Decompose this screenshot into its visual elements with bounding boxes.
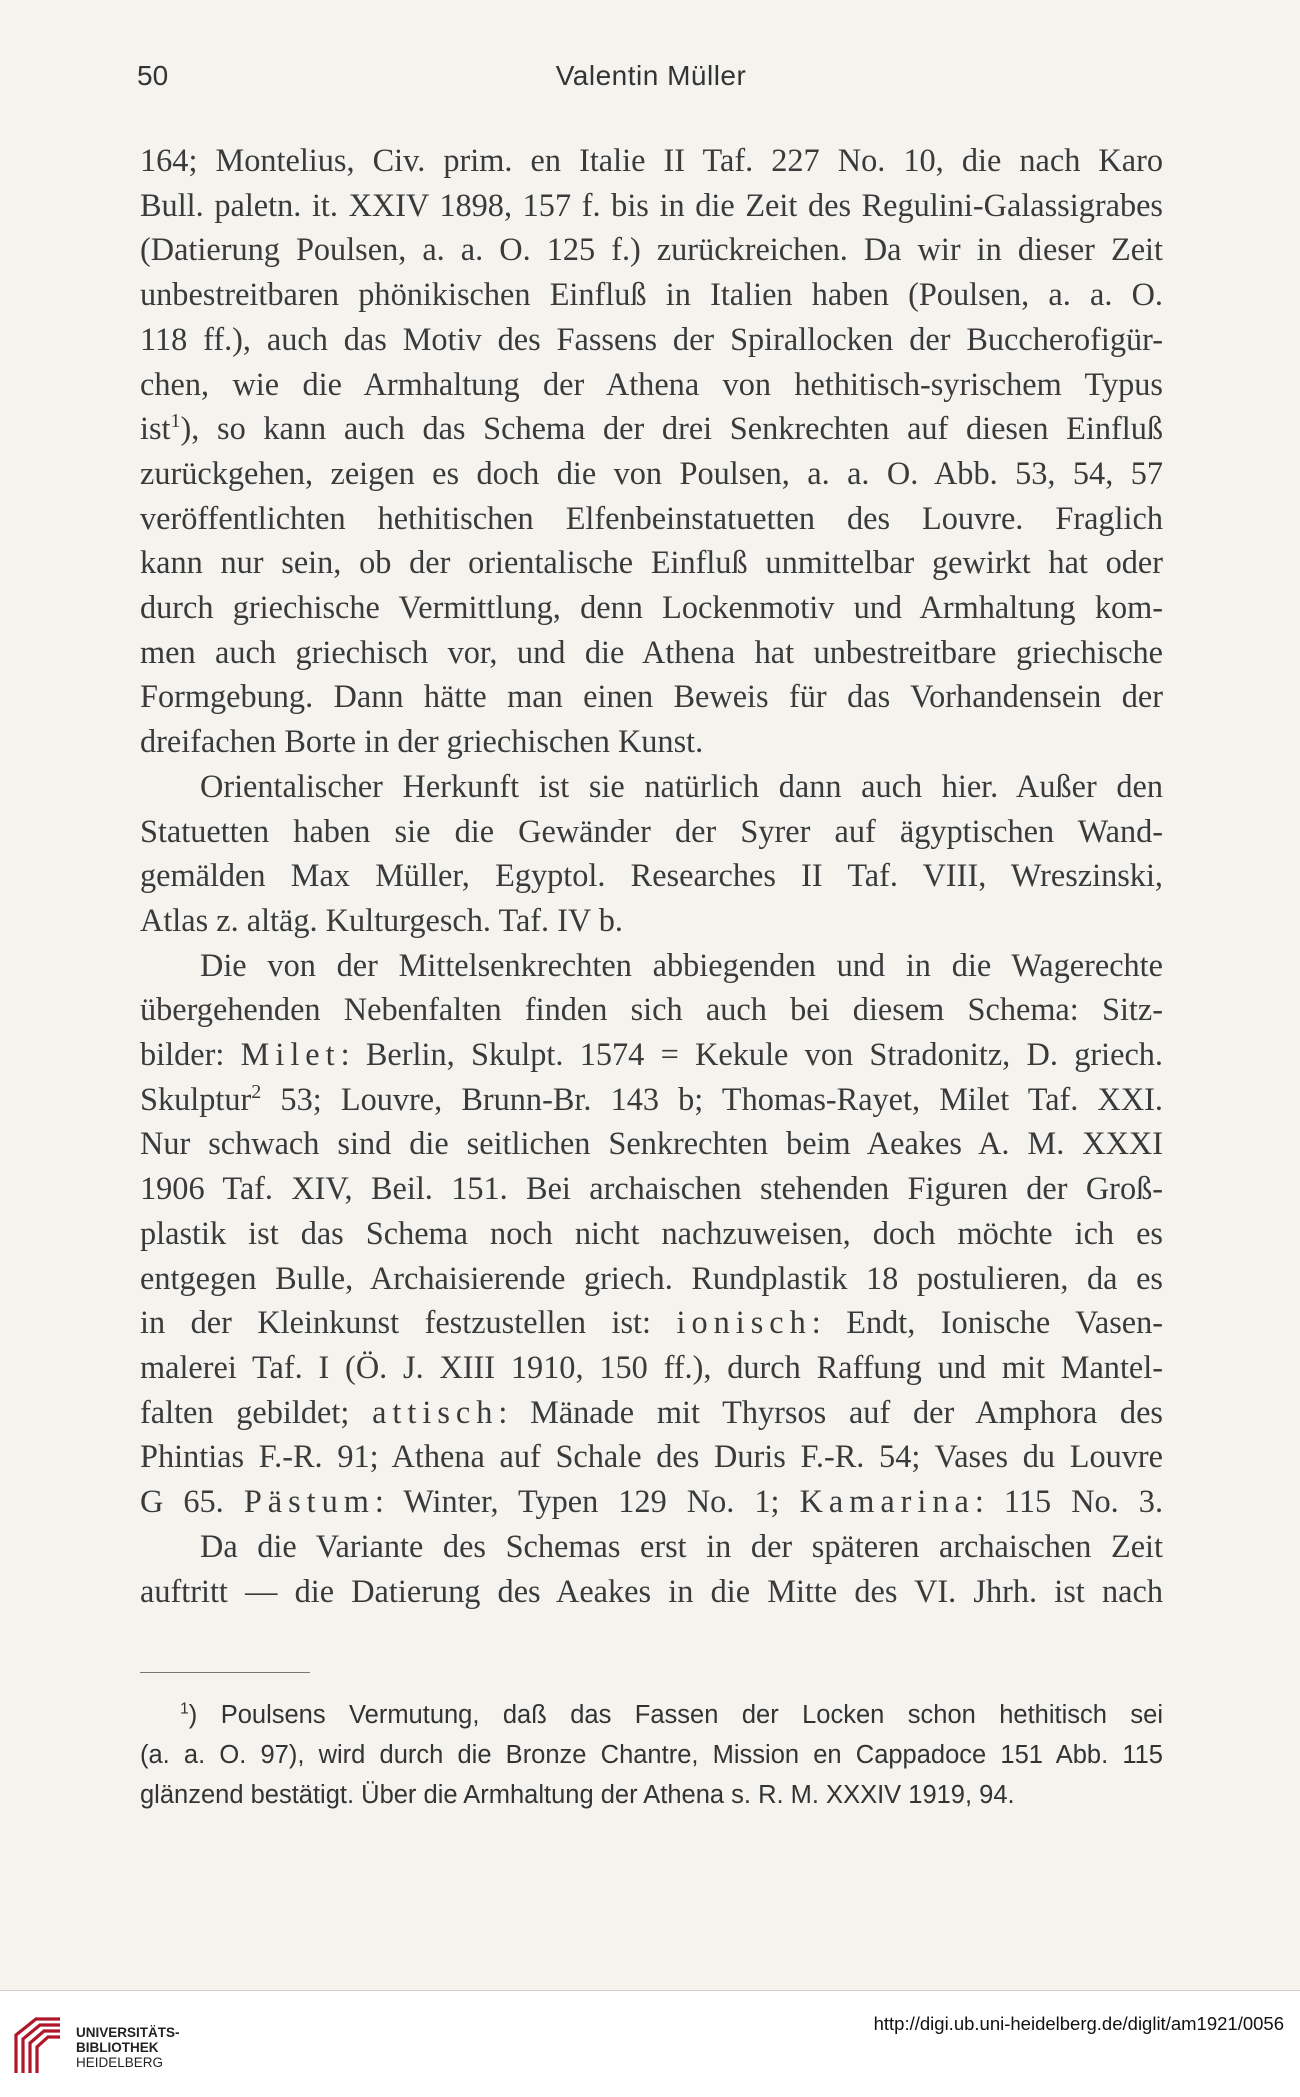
text-line: Statuetten haben sie die Gewänder der Syrer auf ägyptischen Wand- (140, 812, 1163, 849)
text-fragment: in der Kleinkunst festzustellen ist: (140, 1304, 651, 1341)
source-url-link[interactable]: http://digi.ub.uni-heidelberg.de/diglit/am1921/0056 (873, 2013, 1284, 2034)
superscript: 2 (251, 1081, 262, 1103)
text-fragment: ) Poulsens Vermutung, daß das Fassen der Locken schon hethitisch sei (188, 1701, 1163, 1729)
text-line: men auch griechisch vor, und die Athena hat unbestreitbare griechische (140, 633, 1163, 670)
text-line: Formgebung. Dann hätte man einen Beweis für das Vorhandensein der (140, 678, 1163, 715)
library-name[interactable] (76, 2025, 180, 2070)
text-fragment: ), (180, 410, 200, 447)
running-title: Valentin Müller (555, 60, 747, 91)
page-header (137, 56, 1165, 102)
text-fragment: 53; Louvre, Brunn-Br. 143 b; Thomas-Rayet, Milet Taf. XXI. (261, 1080, 1163, 1117)
text-line: Die von der Mittelsenkrechten abbiegenden und in die Wagerechte (200, 946, 1163, 983)
library-logo-icon[interactable] (10, 2013, 66, 2075)
text-fragment: G 65. (140, 1483, 224, 1520)
text-fragment: falten gebildet; (140, 1393, 350, 1430)
footnote-ref: 1 (170, 410, 181, 433)
text-line: kann nur sein, ob der orientalische Einfluß unmittelbar gewirkt hat oder (140, 544, 1163, 581)
spaced-text: Kamarina (799, 1483, 975, 1520)
text-line: Phintias F.-R. 91; Athena auf Schale des Duris F.-R. 54; Vases du Louvre (140, 1438, 1163, 1475)
text-fragment: ist (140, 410, 171, 447)
text-line: unbestreitbaren phönikischen Einfluß in Italien haben (Poulsen, a. a. O. (140, 276, 1163, 313)
text-line: 1906 Taf. XIV, Beil. 151. Bei archaischen stehenden Figuren der Groß- (140, 1170, 1163, 1207)
spaced-text: attisch (372, 1393, 499, 1430)
text-line (140, 1390, 1163, 1435)
spaced-text: Pästum (243, 1483, 375, 1520)
page-number: 50 (137, 60, 169, 91)
text-fragment: : Winter, Typen 129 No. 1; (374, 1483, 780, 1520)
footnote-divider (140, 1672, 310, 1673)
footnote-line: (a. a. O. 97), wird durch die Bronze Chantre, Mission en Cappadoce 151 Abb. 115 (140, 1741, 1163, 1769)
footnotes (140, 1695, 1163, 1815)
paragraph-3 (140, 943, 1163, 1524)
text-line: Da die Variante des Schemas erst in der späteren archaischen Zeit (200, 1527, 1163, 1564)
text-line: zurückgehen, zeigen es doch die von Poulsen, a. a. O. Abb. 53, 54, 57 (140, 454, 1163, 491)
footnote-line: glänzend bestätigt. Über die Armhaltung der Athena s. R. M. XXXIV 1919, 94. (140, 1781, 1015, 1809)
text-line: durch griechische Vermittlung, denn Lockenmotiv und Armhaltung kom- (140, 589, 1163, 626)
footnote-line (140, 1695, 1163, 1735)
text-line: veröffentlichten hethitischen Elfenbeinstatuetten des Louvre. Fraglich (140, 499, 1163, 536)
text-line: gemälden Max Müller, Egyptol. Researches II Taf. VIII, Wreszinski, (140, 857, 1163, 894)
spaced-text: Milet (240, 1036, 341, 1073)
text-fragment: : Berlin, Skulpt. 1574 = Kekule von Stradonitz, D. griech. (340, 1036, 1163, 1073)
text-line: auftritt — die Datierung des Aeakes in die Mitte des VI. Jhrh. ist nach (140, 1572, 1163, 1609)
text-fragment: : Endt, Ionische Vasen- (811, 1304, 1164, 1341)
text-line: Orientalischer Herkunft ist sie natürlich dann auch hier. Außer den (200, 767, 1163, 804)
paragraph-4 (140, 1524, 1163, 1613)
text-line (140, 406, 1163, 451)
library-name-line: UNIVERSITÄTS- (76, 2025, 180, 2040)
text-line: Nur schwach sind die seitlichen Senkrechten beim Aeakes A. M. XXXI (140, 1125, 1163, 1162)
text-line: übergehenden Nebenfalten finden sich auch bei diesem Schema: Sitz- (140, 991, 1163, 1028)
text-line: plastik ist das Schema noch nicht nachzuweisen, doch möchte ich es (140, 1214, 1163, 1251)
paragraph-2 (140, 764, 1163, 943)
spaced-text: ionisch (676, 1304, 812, 1341)
text-line: (Datierung Poulsen, a. a. O. 125 f.) zurückreichen. Da wir in dieser Zeit (140, 231, 1163, 268)
text-fragment: : Mänade mit Thyrsos auf der Amphora des (498, 1393, 1163, 1430)
text-line (140, 1479, 1163, 1524)
text-line (140, 1300, 1163, 1345)
text-fragment: : 115 No. 3. (974, 1483, 1164, 1520)
body-text (140, 138, 1163, 1613)
text-fragment: so kann auch das Schema der drei Senkrechten auf diesen Einfluß (217, 410, 1163, 447)
library-name-line: BIBLIOTHEK (76, 2040, 159, 2055)
text-line: entgegen Bulle, Archaisierende griech. Rundplastik 18 postulieren, da es (140, 1259, 1163, 1296)
text-line: chen, wie die Armhaltung der Athena von hethitisch-syrischem Typus (140, 365, 1163, 402)
text-line (140, 1032, 1163, 1077)
library-name-line: HEIDELBERG (76, 2055, 164, 2070)
text-line: malerei Taf. I (Ö. J. XIII 1910, 150 ff.), durch Raffung und mit Mantel- (140, 1348, 1163, 1385)
text-line (140, 1077, 1163, 1122)
text-line: Bull. paletn. it. XXIV 1898, 157 f. bis in die Zeit des Regulini-Galassigrabes (140, 186, 1163, 223)
text-fragment: Skulptur (140, 1080, 252, 1117)
paragraph-1 (140, 138, 1163, 764)
text-line: dreifachen Borte in der griechischen Kunst. (140, 723, 704, 760)
text-line: Atlas z. altäg. Kulturgesch. Taf. IV b. (140, 901, 623, 938)
text-fragment: bilder: (140, 1036, 225, 1073)
text-line: 164; Montelius, Civ. prim. en Italie II Taf. 227 No. 10, die nach Karo (140, 142, 1163, 178)
footer-bar (0, 1990, 1300, 2097)
footnote-marker: 1 (180, 1700, 189, 1718)
text-line: 118 ff.), auch das Motiv des Fassens der Spirallocken der Buccherofigür- (140, 320, 1163, 357)
